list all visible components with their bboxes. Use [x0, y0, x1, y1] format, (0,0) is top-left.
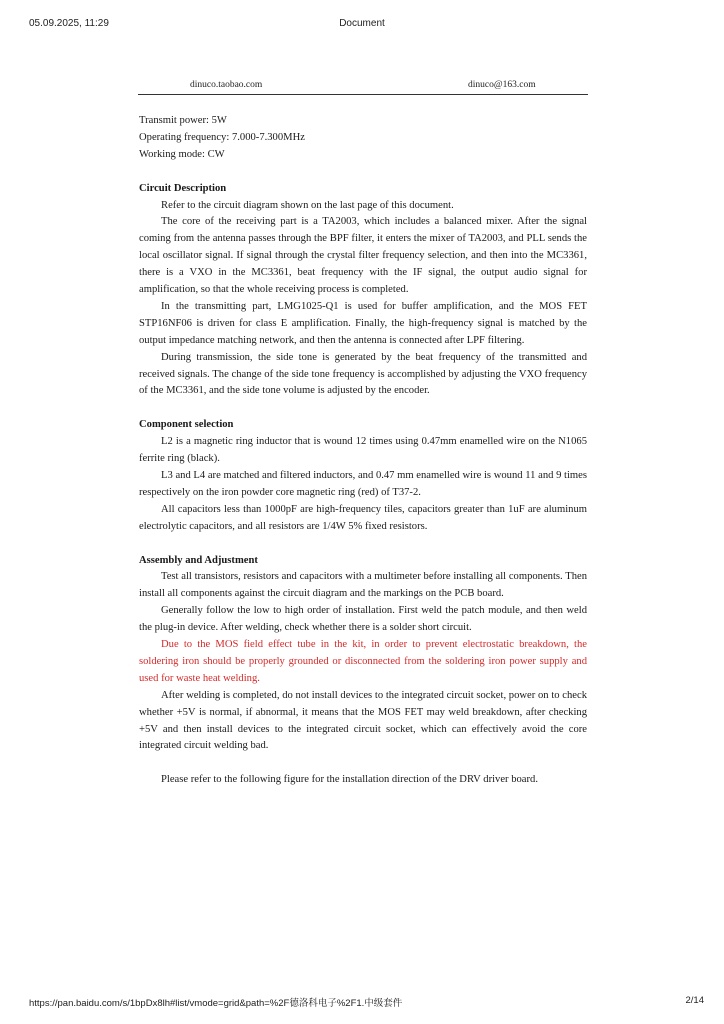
paragraph: Test all transistors, resistors and capacitors with a multimeter before installing all components. Then install all components against the circuit diagram and the markings on the PCB board.	[139, 571, 587, 600]
closing-paragraph: Please refer to the following figure for the installation direction of the DRV driver board.	[161, 774, 538, 786]
spec-operating-frequency: Operating frequency: 7.000-7.300MHz	[139, 131, 305, 143]
document-body	[139, 113, 587, 789]
header-shop-url: dinuco.taobao.com	[190, 80, 263, 90]
page-header	[138, 80, 588, 95]
paragraph: After welding is completed, do not install devices to the integrated circuit socket, power on to check whether +5V is normal, if abnormal, it means that the MOS FET may weld breakdown, after checking +5V and then install devices to the integrated circuit socket, which can effectively avoid the core integrated circuit welding bad.	[139, 689, 587, 752]
paragraph: During transmission, the side tone is generated by the beat frequency of the transmitted and received signals. The change of the side tone frequency is accomplished by adjusting the VXO frequency of the MC3361, and the side tone volume is adjusted by the encoder.	[139, 351, 587, 397]
section-heading-assembly: Assembly and Adjustment	[139, 554, 258, 566]
section-heading-components: Component selection	[139, 419, 234, 431]
print-date: 05.09.2025, 11:29	[29, 18, 109, 29]
paragraph: The core of the receiving part is a TA2003, which includes a balanced mixer. After the signal coming from the antenna passes through the BPF filter, it enters the mixer of TA2003, and PLL sends the local oscillator signal. If signal through the crystal filter frequency selection, and then into the MC3361, there is a VXO in the MC3361, beat frequency with the IF signal, the output audio signal for amplification, so that the whole receiving process is completed.	[139, 216, 587, 296]
print-title: Document	[339, 18, 385, 29]
header-email: dinuco@163.com	[468, 80, 536, 90]
warning-paragraph: Due to the MOS field effect tube in the kit, in order to prevent electrostatic breakdown, the soldering iron should be properly grounded or disconnected from the soldering iron power supply and used for waste heat welding.	[139, 639, 587, 684]
paragraph: L2 is a magnetic ring inductor that is wound 12 times using 0.47mm enamelled wire on the N1065 ferrite ring (black).	[139, 436, 587, 465]
paragraph: Refer to the circuit diagram shown on the last page of this document.	[161, 199, 454, 211]
spec-transmit-power: Transmit power: 5W	[139, 115, 227, 126]
paragraph: In the transmitting part, LMG1025-Q1 is used for buffer amplification, and the MOS FET STP16NF06 is driven for class E amplification. Finally, the high-frequency signal is matched by the output impedance matching network, and then the antenna is connected after LPF filtering.	[139, 300, 587, 346]
paragraph: All capacitors less than 1000pF are high-frequency tiles, capacitors greater than 1uF are aluminum electrolytic capacitors, and all resistors are 1/4W 5% fixed resistors.	[139, 503, 587, 532]
paragraph: L3 and L4 are matched and filtered inductors, and 0.47 mm enamelled wire is wound 11 and 9 times respectively on the iron powder core magnetic ring (red) of T37-2.	[139, 470, 587, 498]
spec-working-mode: Working mode: CW	[139, 148, 225, 160]
section-heading-circuit: Circuit Description	[139, 182, 227, 194]
paragraph: Generally follow the low to high order of installation. First weld the patch module, and then weld the plug-in device. After welding, check whether there is a solder short circuit.	[139, 605, 587, 634]
print-page-number: 2/14	[685, 995, 704, 1006]
print-footer-url: https://pan.baidu.com/s/1bpDx8lh#list/vmode=grid&path=%2F德洛科电子%2F1.中级套件	[29, 998, 403, 1009]
